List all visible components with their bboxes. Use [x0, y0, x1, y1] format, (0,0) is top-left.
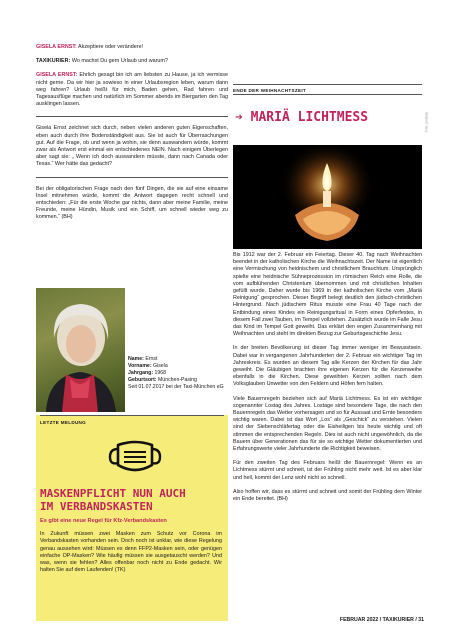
- notice-headline: IM VERBANDSKASTEN: [40, 500, 153, 513]
- divider: [233, 94, 422, 95]
- notice-box: [36, 415, 228, 621]
- caption-label: Geburtsort:: [128, 377, 157, 384]
- interview-section: [36, 44, 228, 229]
- answer-text: Ehrlich gesagt bin ich am liebsten zu Hause, ja ich vermisse nicht gerne. Da wir hier ja sowieso in einer Urlaubsregion leben, warum dann weg fahren? Urlaub heißt für mich, Baden gehen, Rad fahren und Tagesausflüge machen und natürlich im Sommer abends im Biergarten den Tag ausklingen lassen.: [36, 72, 229, 108]
- photo-caption: [128, 356, 228, 391]
- article-title-row: [235, 110, 368, 126]
- paragraph: Bei der obligatorischen Frage nach den fünf Dingen, die sie auf eine einsame Insel mitnehmen würde, kommt die Antwort dagegen recht schnell und entschieden: „Für die erste Woche gar nichts, dann aber meine Familie, meine Freunde, meine Hündin, Musik und ein Schiff, um schnell wieder weg zu kommen.“ (BH): [36, 185, 228, 221]
- notice-body: In Zukunft müssen zwei Masken zum Schutz vor Corona im Verbandskasten vorhanden sein. Doch noch ist unklar, wie diese Regelung genau aussehen wird: Müssen es denn FFP2-Masken sein, oder genügen einfache OP-Masken? Wie häufig müssen sie ausgetauscht werden? Und was, wenn sie fehlen? Alles offenbar noch nicht zu Ende gedacht. Wir halten Sie auf dem Laufenden! (TK): [40, 531, 222, 574]
- paragraph: Bis 1912 war der 2. Februar ein Feiertag. Dieser 40. Tag nach Weihnachten beendet in der katholischen Kirche die Weihnachtszeit. Der Name ist eigentlich eine Vermischung von heidnischem und christlichem Brauchtum. Ursprünglich spielte eine heidnische Sühneprozession im römischen Reich eine Rolle, die vom aufblühenden Christentum übernommen und mit christlichen Inhalten gefüllt wurde. Daher wurde bis 1969 in der katholischen Kirche vom „Mariä Reinigung“ gesprochen. Dieser Begriff belegt deutlich den jüdisch-christlichen Hintergrund. Nach jüdischem Ritus musste eine Frau 40 Tage nach der Entbindung eines Kindes ein Reinigungsritual in Form eines Opferfestes, in diesem Fall zwei Tauben, im Tempel vollziehen. Zusätzlich wurde im Falle Jesu das Kind im Tempel Gott geweiht. Das erklärt den engen Zusammenhang mit Weihnachten und steht im direkten Bezug zur Geburtsgeschichte Jesu.: [233, 252, 422, 338]
- portrait-photo: [36, 288, 125, 412]
- paragraph: In der breiten Bevölkerung ist dieser Tag immer weniger im Bewusstsein. Dabei war in vergangenen Jahrhunderten der 2. Februar ein wichtiger Tag im Jahreskreis. Es wurden an diesem Tag alle Kerzen der Kirchen für das Jahr geweiht. Die Gläubigen brachten ihre eigenen Kerzen für die Kerzenweihe ebenfalls in die Kirchen. Diese geweihten Kerzen sollten nach dem Volksglauben Unwetter von den Feldern und Höfen fern halten.: [233, 345, 422, 388]
- divider: [233, 84, 422, 85]
- notice-subhead: Es gibt eine neue Regel für Kfz-Verbandskasten: [40, 518, 167, 524]
- notice-kicker: LETZTE MELDUNG: [40, 420, 87, 425]
- paragraph: Also hoffen wir, dass es stürmt und schneit und somit der Frühling dem Winter ein Ende bereitet. (BH): [233, 488, 422, 503]
- speaker-name: GISELA ERNST:: [36, 44, 77, 50]
- caption-value: 1968: [154, 370, 167, 377]
- page-footer: FEBRUAR 2022 / TAXIKURIER / 31: [339, 617, 424, 623]
- interviewer-label: TAXIKURIER:: [36, 58, 71, 65]
- caption-label: Name:: [128, 356, 144, 362]
- speaker-name: GISELA ERNST:: [36, 72, 78, 79]
- caption-value: Gisela: [153, 363, 168, 370]
- section-kicker: ENDE DER WEIHNACHTSZEIT: [233, 88, 306, 93]
- article-title: MARIÄ LICHTMESS: [250, 110, 369, 125]
- question-2: [36, 58, 228, 65]
- caption-label: Vorname:: [128, 363, 152, 370]
- caption-value: Ernst: [145, 356, 158, 362]
- question-1: [36, 44, 228, 51]
- photo-credit: Foto: pixabay: [424, 112, 428, 133]
- article-body: [233, 252, 422, 510]
- answer-text: Akzeptiere oder verändere!: [78, 44, 144, 50]
- caption-text: Seit 01.07.2017 bei der Taxi-München eG: [128, 384, 224, 391]
- paragraph: Viele Bauernregeln beziehen sich auf Mariä Lichtmess. Es ist ein wichtiger sogenannter Lostag des Jahres. Lostage sind besondere Tage, die nach den Bauernregeln das Wetter vorhersagen und so für Aussaat und Ernte besonders wichtig waren. Dabei ist das Wort „Los“ als „Geschick“ zu verstehen. Vielen sind der Siebenschläfertag oder die Eisheiligen bis heute wichtig und oft stimmen die entsprechenden Regeln. Dies ist auch nicht ungewöhnlich, da die Bauern über Generationen das für sie so wichtige Wetter dokumentierten und Erfahrungswerte vieler Jahrhunderte die Richtigkeit beweisen.: [233, 395, 422, 453]
- divider: [40, 415, 224, 416]
- answer-2: [36, 72, 228, 108]
- caption-label: Jahrgang:: [128, 370, 154, 377]
- arrow-icon: ➔: [235, 110, 243, 125]
- face-mask-icon: [108, 439, 162, 475]
- paragraph: Für den zweiten Tag des Februars heißt die Bauernregel: Wenn es an Lichtmess stürmt und schneit, ist der Frühling nicht mehr weit. Ist es aber klar und hell, kommt der Lenz wohl nicht so schnell.: [233, 460, 422, 481]
- divider: [36, 116, 228, 117]
- notice-headline: MASKENPFLICHT NUN AUCH: [40, 487, 186, 500]
- candle-photo: [233, 145, 422, 249]
- paragraph: Gisela Ernst zeichnet sich durch, neben vielen anderen guten Eigenschaften, eben auch durch ihre Bodenständigkeit aus. Sie ist auch für Überraschungen gut. Auf die Frage, ob und wenn ja wohin, sie denn auswandern würde, kommt zwar als Antwort erst einmal ein entschiedenes NEIN. Nach einigem Überlegen aber sagt sie: „ Wenn ich doch auswandern müsste, dann nach Canada oder Texas.“ Wer hätte das gedacht?: [36, 125, 228, 168]
- divider: [36, 177, 228, 178]
- question-text: Wo machst Du gern Urlaub und warum?: [71, 58, 168, 65]
- caption-value: München-Pasing: [157, 377, 197, 384]
